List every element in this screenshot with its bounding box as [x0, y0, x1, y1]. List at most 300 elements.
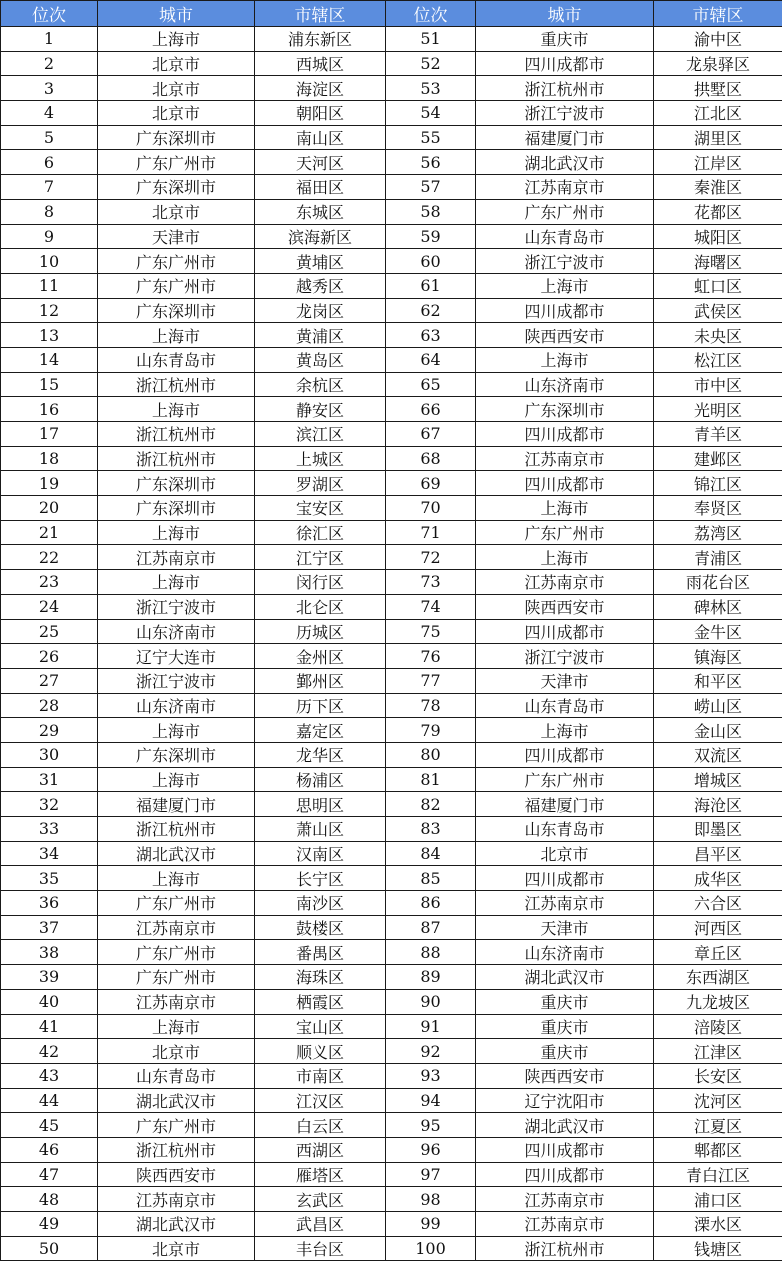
city-cell: 上海市	[476, 545, 654, 570]
table-row	[1, 446, 782, 471]
district-cell: 宝安区	[255, 496, 386, 521]
rank-cell: 70	[386, 496, 476, 521]
city-cell: 北京市	[98, 1039, 255, 1064]
district-cell: 镇海区	[654, 644, 782, 669]
table-row	[1, 915, 782, 940]
city-cell: 四川成都市	[476, 471, 654, 496]
city-cell: 天津市	[476, 668, 654, 693]
city-cell: 广东广州市	[98, 940, 255, 965]
city-cell: 上海市	[476, 273, 654, 298]
district-cell: 南沙区	[255, 891, 386, 916]
city-cell: 北京市	[476, 841, 654, 866]
city-cell: 江苏南京市	[476, 1212, 654, 1237]
table-row	[1, 742, 782, 767]
city-cell: 浙江杭州市	[98, 422, 255, 447]
city-cell: 山东青岛市	[476, 224, 654, 249]
city-cell: 上海市	[476, 347, 654, 372]
city-cell: 湖北武汉市	[476, 965, 654, 990]
rank-cell: 38	[1, 940, 98, 965]
rank-cell: 91	[386, 1014, 476, 1039]
rank-cell: 8	[1, 199, 98, 224]
table-row	[1, 298, 782, 323]
table-row	[1, 1162, 782, 1187]
table-row	[1, 1137, 782, 1162]
district-cell: 城阳区	[654, 224, 782, 249]
district-cell: 龙岗区	[255, 298, 386, 323]
district-cell: 黄浦区	[255, 323, 386, 348]
district-cell: 章丘区	[654, 940, 782, 965]
district-cell: 崂山区	[654, 693, 782, 718]
city-cell: 四川成都市	[476, 866, 654, 891]
rank-cell: 98	[386, 1187, 476, 1212]
district-cell: 越秀区	[255, 273, 386, 298]
table-row	[1, 891, 782, 916]
district-cell: 渝中区	[654, 27, 782, 52]
rank-cell: 73	[386, 570, 476, 595]
table-row	[1, 372, 782, 397]
district-cell: 黄岛区	[255, 347, 386, 372]
district-cell: 黄埔区	[255, 249, 386, 274]
rank-cell: 54	[386, 101, 476, 126]
city-cell: 广东广州市	[476, 767, 654, 792]
city-cell: 浙江杭州市	[476, 1236, 654, 1261]
rank-cell: 24	[1, 594, 98, 619]
city-cell: 上海市	[98, 323, 255, 348]
rank-cell: 56	[386, 150, 476, 175]
city-cell: 上海市	[98, 866, 255, 891]
rank-cell: 33	[1, 817, 98, 842]
city-cell: 山东青岛市	[98, 347, 255, 372]
city-cell: 广东深圳市	[98, 742, 255, 767]
table-row	[1, 619, 782, 644]
city-cell: 广东广州市	[98, 965, 255, 990]
table-row	[1, 249, 782, 274]
rank-cell: 52	[386, 51, 476, 76]
city-cell: 广东广州市	[98, 150, 255, 175]
district-cell: 鄞州区	[255, 668, 386, 693]
city-cell: 广东深圳市	[98, 298, 255, 323]
rank-cell: 85	[386, 866, 476, 891]
rank-cell: 62	[386, 298, 476, 323]
table-row	[1, 1236, 782, 1261]
table-row	[1, 520, 782, 545]
table-row	[1, 125, 782, 150]
rank-cell: 32	[1, 792, 98, 817]
city-cell: 四川成都市	[476, 422, 654, 447]
city-cell: 广东深圳市	[98, 471, 255, 496]
city-cell: 天津市	[98, 224, 255, 249]
rank-cell: 44	[1, 1088, 98, 1113]
rank-cell: 39	[1, 965, 98, 990]
rank-cell: 37	[1, 915, 98, 940]
table-row	[1, 101, 782, 126]
rank-cell: 69	[386, 471, 476, 496]
rank-cell: 10	[1, 249, 98, 274]
district-cell: 河西区	[654, 915, 782, 940]
district-cell: 天河区	[255, 150, 386, 175]
city-cell: 山东济南市	[476, 372, 654, 397]
rank-cell: 25	[1, 619, 98, 644]
rank-cell: 19	[1, 471, 98, 496]
city-cell: 四川成都市	[476, 298, 654, 323]
district-cell: 市南区	[255, 1063, 386, 1088]
rank-cell: 4	[1, 101, 98, 126]
city-cell: 陕西西安市	[476, 323, 654, 348]
rank-cell: 13	[1, 323, 98, 348]
district-cell: 江北区	[654, 101, 782, 126]
district-cell: 沈河区	[654, 1088, 782, 1113]
table-row	[1, 422, 782, 447]
rank-cell: 72	[386, 545, 476, 570]
rank-cell: 86	[386, 891, 476, 916]
rank-cell: 63	[386, 323, 476, 348]
rank-cell: 1	[1, 27, 98, 52]
city-cell: 广东广州市	[476, 520, 654, 545]
rank-cell: 77	[386, 668, 476, 693]
rank-cell: 88	[386, 940, 476, 965]
city-cell: 广东深圳市	[476, 397, 654, 422]
rank-cell: 94	[386, 1088, 476, 1113]
district-cell: 余杭区	[255, 372, 386, 397]
city-cell: 浙江杭州市	[98, 446, 255, 471]
district-cell: 杨浦区	[255, 767, 386, 792]
rank-cell: 50	[1, 1236, 98, 1261]
rank-cell: 66	[386, 397, 476, 422]
city-cell: 湖北武汉市	[98, 1088, 255, 1113]
city-cell: 天津市	[476, 915, 654, 940]
rank-cell: 95	[386, 1113, 476, 1138]
district-cell: 海沧区	[654, 792, 782, 817]
city-cell: 陕西西安市	[98, 1162, 255, 1187]
city-cell: 江苏南京市	[98, 1187, 255, 1212]
district-cell: 六合区	[654, 891, 782, 916]
district-cell: 历城区	[255, 619, 386, 644]
table-row	[1, 1088, 782, 1113]
rank-cell: 51	[386, 27, 476, 52]
district-cell: 昌平区	[654, 841, 782, 866]
rank-cell: 79	[386, 718, 476, 743]
rank-cell: 31	[1, 767, 98, 792]
district-cell: 光明区	[654, 397, 782, 422]
district-cell: 奉贤区	[654, 496, 782, 521]
table-row	[1, 1113, 782, 1138]
city-cell: 陕西西安市	[476, 594, 654, 619]
header-rank-left: 位次	[1, 1, 98, 27]
rank-cell: 46	[1, 1137, 98, 1162]
district-cell: 番禺区	[255, 940, 386, 965]
district-cell: 玄武区	[255, 1187, 386, 1212]
district-cell: 萧山区	[255, 817, 386, 842]
city-cell: 浙江杭州市	[98, 817, 255, 842]
rank-cell: 30	[1, 742, 98, 767]
city-cell: 北京市	[98, 51, 255, 76]
district-cell: 宝山区	[255, 1014, 386, 1039]
district-cell: 北仑区	[255, 594, 386, 619]
district-cell: 建邺区	[654, 446, 782, 471]
city-cell: 陕西西安市	[476, 1063, 654, 1088]
rank-cell: 16	[1, 397, 98, 422]
table-row	[1, 27, 782, 52]
district-cell: 历下区	[255, 693, 386, 718]
rank-cell: 61	[386, 273, 476, 298]
rank-cell: 3	[1, 76, 98, 101]
district-cell: 浦口区	[654, 1187, 782, 1212]
rank-cell: 7	[1, 175, 98, 200]
district-cell: 荔湾区	[654, 520, 782, 545]
district-cell: 花都区	[654, 199, 782, 224]
city-cell: 浙江杭州市	[476, 76, 654, 101]
city-cell: 山东济南市	[98, 619, 255, 644]
rank-cell: 100	[386, 1236, 476, 1261]
district-cell: 福田区	[255, 175, 386, 200]
rank-cell: 59	[386, 224, 476, 249]
rank-cell: 17	[1, 422, 98, 447]
district-cell: 武侯区	[654, 298, 782, 323]
city-cell: 江苏南京市	[476, 1187, 654, 1212]
district-cell: 金州区	[255, 644, 386, 669]
header-district-left: 市辖区	[255, 1, 386, 27]
district-cell: 涪陵区	[654, 1014, 782, 1039]
city-cell: 江苏南京市	[476, 446, 654, 471]
table-row	[1, 323, 782, 348]
district-cell: 双流区	[654, 742, 782, 767]
header-rank-right: 位次	[386, 1, 476, 27]
city-cell: 重庆市	[476, 1039, 654, 1064]
rank-cell: 84	[386, 841, 476, 866]
rank-cell: 23	[1, 570, 98, 595]
city-cell: 山东青岛市	[98, 1063, 255, 1088]
district-cell: 罗湖区	[255, 471, 386, 496]
district-cell: 长安区	[654, 1063, 782, 1088]
city-cell: 重庆市	[476, 989, 654, 1014]
district-cell: 白云区	[255, 1113, 386, 1138]
district-cell: 郫都区	[654, 1137, 782, 1162]
table-row	[1, 1014, 782, 1039]
rank-cell: 53	[386, 76, 476, 101]
city-cell: 四川成都市	[476, 1137, 654, 1162]
table-row	[1, 273, 782, 298]
rank-cell: 55	[386, 125, 476, 150]
rank-cell: 21	[1, 520, 98, 545]
city-cell: 浙江宁波市	[476, 101, 654, 126]
district-cell: 江岸区	[654, 150, 782, 175]
district-cell: 溧水区	[654, 1212, 782, 1237]
district-cell: 锦江区	[654, 471, 782, 496]
rank-cell: 6	[1, 150, 98, 175]
city-cell: 浙江宁波市	[476, 644, 654, 669]
table-row	[1, 224, 782, 249]
city-cell: 四川成都市	[476, 619, 654, 644]
table-row	[1, 817, 782, 842]
rank-cell: 36	[1, 891, 98, 916]
rank-cell: 81	[386, 767, 476, 792]
city-cell: 上海市	[476, 496, 654, 521]
table-row	[1, 150, 782, 175]
rank-cell: 82	[386, 792, 476, 817]
rank-cell: 2	[1, 51, 98, 76]
city-cell: 江苏南京市	[476, 175, 654, 200]
rank-cell: 40	[1, 989, 98, 1014]
city-cell: 江苏南京市	[98, 989, 255, 1014]
table-row	[1, 1212, 782, 1237]
rank-cell: 28	[1, 693, 98, 718]
city-cell: 湖北武汉市	[98, 841, 255, 866]
rank-cell: 5	[1, 125, 98, 150]
city-cell: 山东青岛市	[476, 817, 654, 842]
district-cell: 海珠区	[255, 965, 386, 990]
city-cell: 辽宁沈阳市	[476, 1088, 654, 1113]
table-row	[1, 76, 782, 101]
rank-cell: 20	[1, 496, 98, 521]
rank-cell: 90	[386, 989, 476, 1014]
table-row	[1, 767, 782, 792]
rank-cell: 74	[386, 594, 476, 619]
table-row	[1, 175, 782, 200]
table-row	[1, 644, 782, 669]
district-cell: 滨江区	[255, 422, 386, 447]
table-row	[1, 1187, 782, 1212]
rank-cell: 68	[386, 446, 476, 471]
district-cell: 徐汇区	[255, 520, 386, 545]
table-row	[1, 51, 782, 76]
district-cell: 鼓楼区	[255, 915, 386, 940]
district-cell: 顺义区	[255, 1039, 386, 1064]
table-row	[1, 693, 782, 718]
district-cell: 青羊区	[654, 422, 782, 447]
district-cell: 即墨区	[654, 817, 782, 842]
header-city-right: 城市	[476, 1, 654, 27]
district-cell: 金牛区	[654, 619, 782, 644]
table-row	[1, 718, 782, 743]
city-cell: 江苏南京市	[476, 570, 654, 595]
table-row	[1, 965, 782, 990]
city-cell: 江苏南京市	[476, 891, 654, 916]
rank-cell: 67	[386, 422, 476, 447]
rank-cell: 42	[1, 1039, 98, 1064]
city-cell: 湖北武汉市	[476, 150, 654, 175]
district-cell: 碑林区	[654, 594, 782, 619]
district-cell: 江汉区	[255, 1088, 386, 1113]
city-cell: 山东济南市	[98, 693, 255, 718]
rank-cell: 35	[1, 866, 98, 891]
table-body	[1, 27, 782, 1261]
rank-cell: 48	[1, 1187, 98, 1212]
district-cell: 市中区	[654, 372, 782, 397]
header-row	[1, 1, 782, 27]
district-cell: 成华区	[654, 866, 782, 891]
rank-cell: 76	[386, 644, 476, 669]
rank-cell: 27	[1, 668, 98, 693]
table-row	[1, 940, 782, 965]
city-cell: 上海市	[98, 1014, 255, 1039]
district-cell: 秦淮区	[654, 175, 782, 200]
rank-cell: 89	[386, 965, 476, 990]
table-row	[1, 1039, 782, 1064]
city-cell: 重庆市	[476, 27, 654, 52]
rank-cell: 43	[1, 1063, 98, 1088]
district-cell: 江宁区	[255, 545, 386, 570]
rank-cell: 78	[386, 693, 476, 718]
district-cell: 武昌区	[255, 1212, 386, 1237]
city-cell: 上海市	[98, 718, 255, 743]
rank-cell: 26	[1, 644, 98, 669]
district-cell: 青浦区	[654, 545, 782, 570]
city-cell: 江苏南京市	[98, 915, 255, 940]
district-cell: 拱墅区	[654, 76, 782, 101]
rank-cell: 57	[386, 175, 476, 200]
city-cell: 上海市	[98, 767, 255, 792]
table-row	[1, 866, 782, 891]
rank-cell: 71	[386, 520, 476, 545]
district-cell: 嘉定区	[255, 718, 386, 743]
table-row	[1, 471, 782, 496]
city-cell: 福建厦门市	[476, 125, 654, 150]
district-cell: 海淀区	[255, 76, 386, 101]
district-cell: 江津区	[654, 1039, 782, 1064]
rank-cell: 92	[386, 1039, 476, 1064]
rank-cell: 96	[386, 1137, 476, 1162]
district-cell: 南山区	[255, 125, 386, 150]
rank-cell: 99	[386, 1212, 476, 1237]
rank-cell: 45	[1, 1113, 98, 1138]
table-row	[1, 668, 782, 693]
district-cell: 静安区	[255, 397, 386, 422]
table-row	[1, 570, 782, 595]
city-cell: 浙江宁波市	[476, 249, 654, 274]
table-row	[1, 199, 782, 224]
city-cell: 浙江宁波市	[98, 594, 255, 619]
city-cell: 四川成都市	[476, 1162, 654, 1187]
district-cell: 长宁区	[255, 866, 386, 891]
city-cell: 广东广州市	[98, 249, 255, 274]
table-row	[1, 841, 782, 866]
city-cell: 广东广州市	[476, 199, 654, 224]
rank-cell: 15	[1, 372, 98, 397]
district-cell: 和平区	[654, 668, 782, 693]
city-cell: 浙江宁波市	[98, 668, 255, 693]
district-cell: 西城区	[255, 51, 386, 76]
rank-cell: 87	[386, 915, 476, 940]
city-cell: 广东广州市	[98, 1113, 255, 1138]
rank-cell: 41	[1, 1014, 98, 1039]
district-cell: 九龙坡区	[654, 989, 782, 1014]
table-row	[1, 594, 782, 619]
district-cell: 雁塔区	[255, 1162, 386, 1187]
district-cell: 钱塘区	[654, 1236, 782, 1261]
city-cell: 辽宁大连市	[98, 644, 255, 669]
city-cell: 四川成都市	[476, 742, 654, 767]
table-row	[1, 989, 782, 1014]
header-city-left: 城市	[98, 1, 255, 27]
district-cell: 增城区	[654, 767, 782, 792]
header-district-right: 市辖区	[654, 1, 782, 27]
district-cell: 东西湖区	[654, 965, 782, 990]
city-cell: 浙江杭州市	[98, 372, 255, 397]
rank-cell: 11	[1, 273, 98, 298]
rank-cell: 75	[386, 619, 476, 644]
district-cell: 雨花台区	[654, 570, 782, 595]
rank-cell: 58	[386, 199, 476, 224]
district-cell: 丰台区	[255, 1236, 386, 1261]
district-cell: 汉南区	[255, 841, 386, 866]
rank-cell: 49	[1, 1212, 98, 1237]
rank-cell: 60	[386, 249, 476, 274]
rank-cell: 12	[1, 298, 98, 323]
city-cell: 广东广州市	[98, 273, 255, 298]
district-cell: 未央区	[654, 323, 782, 348]
city-cell: 湖北武汉市	[98, 1212, 255, 1237]
district-cell: 湖里区	[654, 125, 782, 150]
